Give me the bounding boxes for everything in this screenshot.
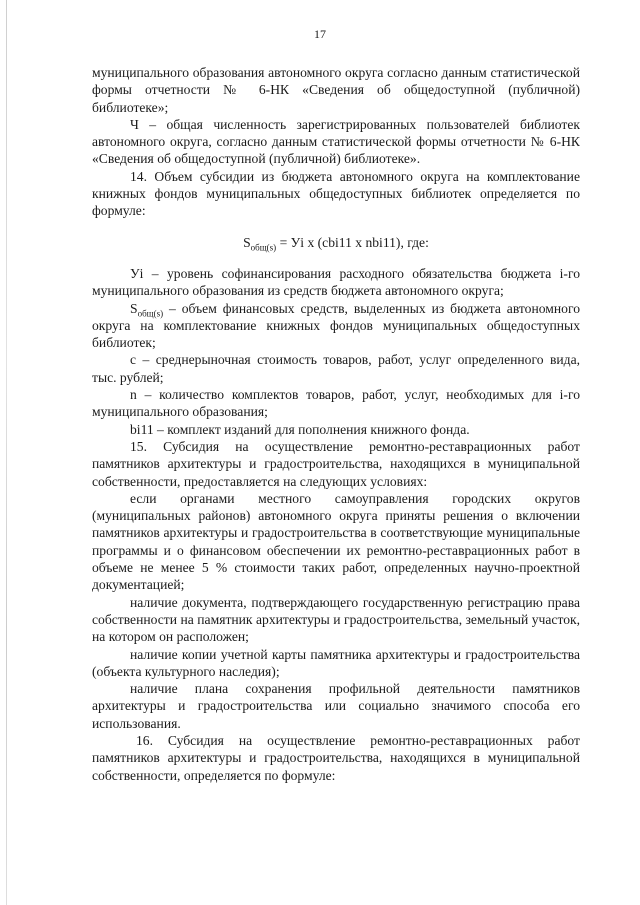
paragraph-3: 14. Объем субсидии из бюджета автономного округа на комплектование книжных фондов муниципальных общедоступных библиотек определяется по формуле: (92, 168, 580, 219)
paragraph-1: муниципального образования автономного округа согласно данным статистической формы отчетности № 6-НК «Сведения об общедоступной (публичной) библиотеке»; (92, 65, 580, 115)
paragraph-yi-text: – уровень софинансирования расходного обязательства бюджета i-го муниципального образования из средств бюджета автономного округа; (92, 265, 580, 299)
paragraph-yi (92, 265, 580, 300)
paragraph-condition-3: наличие копии учетной карты памятника архитектуры и градостроительства (объекта культурного наследия); (92, 646, 580, 679)
var-yi: Уi (130, 265, 144, 281)
paragraph-s-text: – объем финансовых средств, выделенных из бюджета автономного округа на комплектование книжных фондов муниципальных общедоступных библиотек; (92, 300, 580, 351)
paragraph-c: с – среднерыночная стоимость товаров, работ, услуг определенного вида, тыс. рублей; (92, 352, 580, 385)
document-body (92, 64, 580, 784)
page-number: 17 (314, 27, 326, 41)
scan-edge (6, 0, 7, 905)
paragraph-15: 15. Субсидия на осуществление ремонтно-реставрационных работ памятников архитектуры и градостроительства, находящихся в муниципальной собственности, предоставляется на следующих условиях: (92, 438, 580, 489)
paragraph-condition-4: наличие плана сохранения профильной деятельности памятников архитектуры и градостроительства или социально значимого способа его использования. (92, 681, 580, 731)
formula-lhs-sub: общ(s) (250, 242, 277, 253)
formula-rhs: = Уi x (cbi11 x nbi11), где: (276, 234, 429, 250)
formula-subsidy-books (92, 234, 580, 251)
var-s-sub: общ(s) (137, 308, 164, 319)
paragraph-s (92, 300, 580, 352)
formula-lhs: S (243, 234, 251, 250)
paragraph-16: 16. Субсидия на осуществление ремонтно-реставрационных работ памятников архитектуры и градостроительства, находящихся в муниципальной собственности, определяется по формуле: (92, 732, 580, 783)
paragraph-bi11: bi11 – комплект изданий для пополнения книжного фонда. (130, 421, 470, 437)
paragraph-2: Ч – общая численность зарегистрированных пользователей библиотек автономного округа, согласно данным статистической формы отчетности № 6-НК «Сведения об общедоступной (публичной) библиотеке». (92, 116, 580, 167)
var-s: S (130, 300, 138, 316)
paragraph-n: n – количество комплектов товаров, работ, услуг, необходимых для i-го муниципального образования; (92, 387, 580, 420)
paragraph-condition-1: если органами местного самоуправления городских округов (муниципальных районов) автономного округа приняты решения о включении памятников архитектуры и градостроительства в соответствующие муниципальные программы и о финансовом обеспечении их ремонтно-реставрационных работ в объеме не менее 5 % стоимости таких работ, определенных научно-проектной документацией; (92, 490, 580, 593)
paragraph-condition-2: наличие документа, подтверждающего государственную регистрацию права собственности на памятник архитектуры и градостроительства, земельный участок, на котором он расположен; (92, 594, 580, 645)
